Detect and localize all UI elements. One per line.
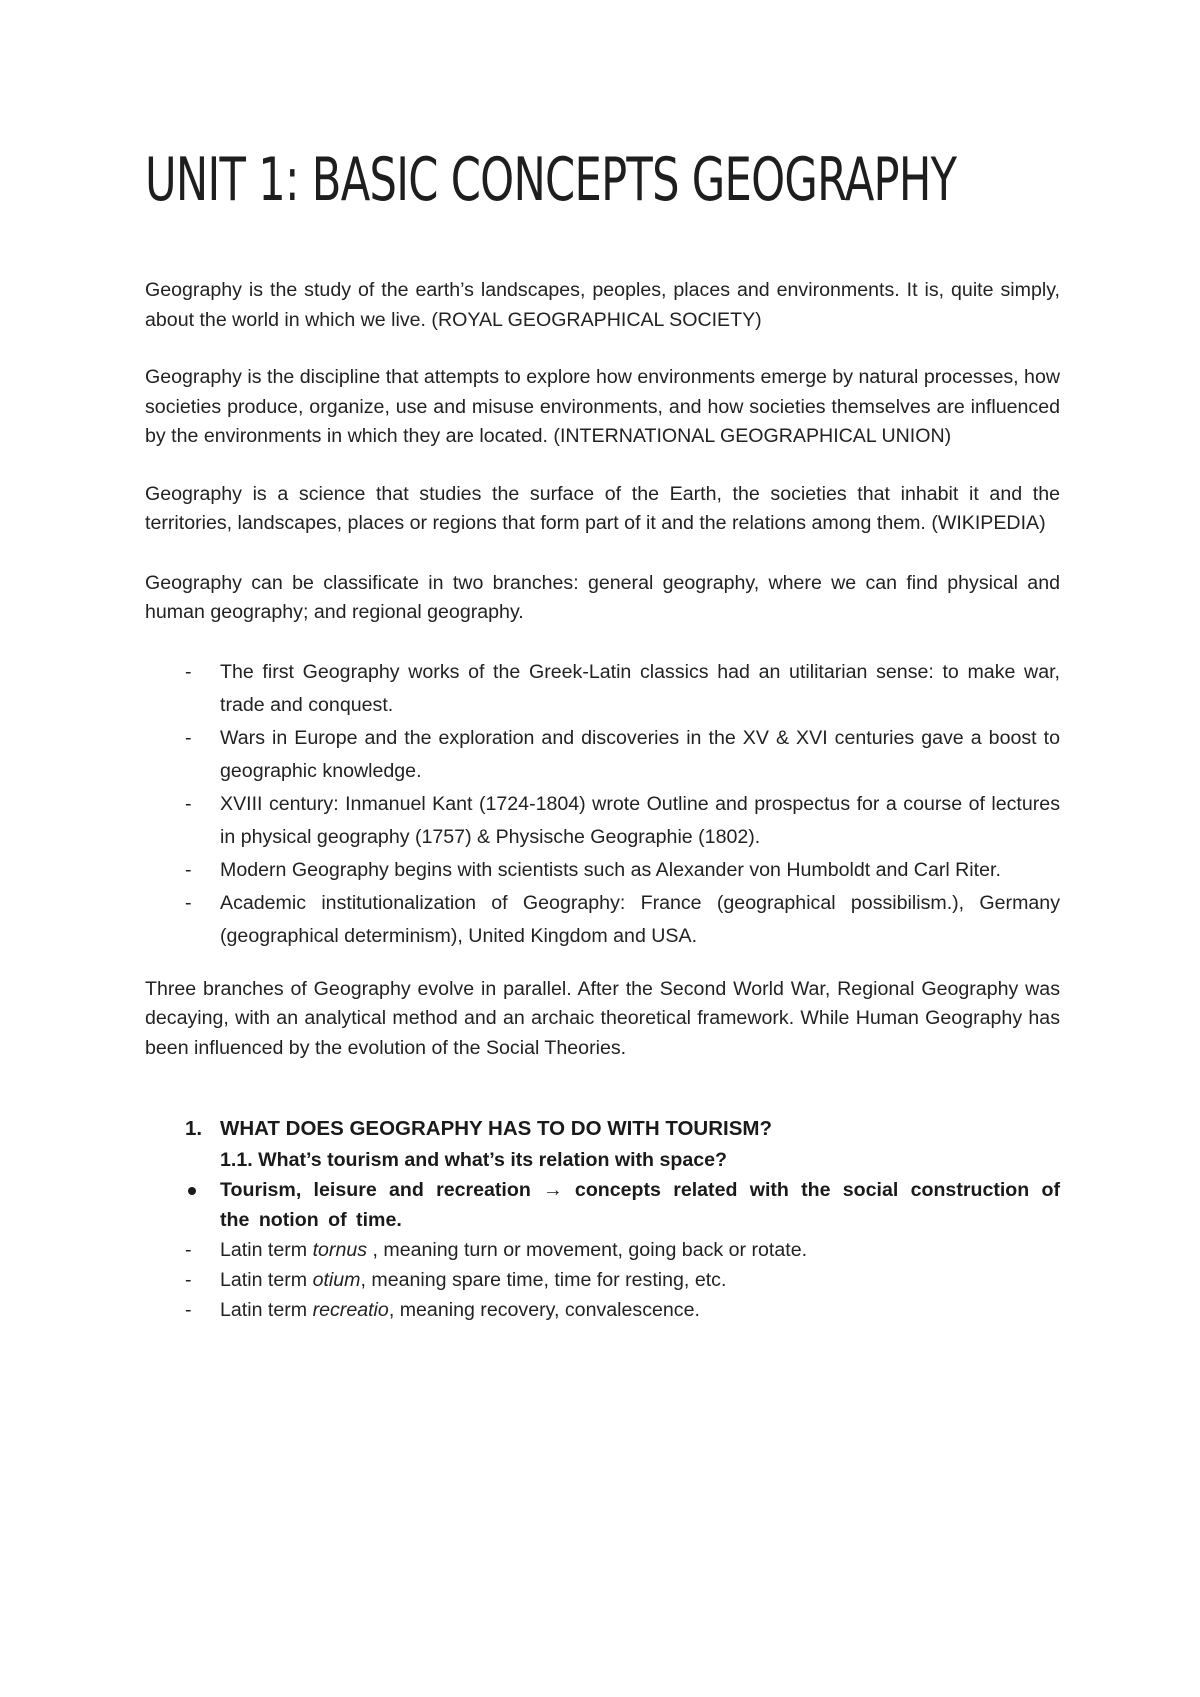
list-item [145, 788, 1060, 854]
list-item-text: Wars in Europe and the exploration and discoveries in the XV & XVI centuries gave a boost to geographic knowledge. [220, 726, 1060, 782]
list-item [145, 1295, 1060, 1325]
dash-marker: - [185, 1269, 192, 1291]
list-item [145, 722, 1060, 788]
latin-term: tornus [312, 1239, 368, 1261]
latin-term: recreatio [312, 1299, 389, 1321]
section-heading [145, 1113, 1060, 1145]
bullet-item-text: Tourism, leisure and recreation → concepts related with the social construction of the notion of time. [220, 1179, 1060, 1231]
page-title: UNIT 1: BASIC CONCEPTS GEOGRAPHY [145, 145, 957, 215]
dash-marker: - [185, 1299, 192, 1321]
document-content [145, 140, 1060, 1325]
latin-prefix: Latin term [220, 1269, 313, 1291]
history-list [145, 656, 1060, 953]
definition-wikipedia: Geography is a science that studies the surface of the Earth, the societies that inhabit it and the territories, landscapes, places or regions that form part of it and the relations among them. (WIKIPEDIA) [145, 482, 1060, 534]
list-item [145, 854, 1060, 887]
dash-marker: - [185, 660, 192, 683]
section-tourism [145, 1113, 1060, 1325]
bullet-item [145, 1175, 1060, 1235]
latin-meaning: , meaning turn or movement, going back or rotate. [367, 1239, 808, 1261]
list-item-text: XVIII century: Inmanuel Kant (1724-1804) wrote Outline and prospectus for a course of lectures in physical geography (1757) & Physische Geographie (1802). [220, 792, 1060, 848]
latin-meaning: , meaning spare time, time for resting, etc. [360, 1269, 727, 1291]
list-item [145, 887, 1060, 953]
section-heading-text: WHAT DOES GEOGRAPHY HAS TO DO WITH TOURISM? [220, 1117, 772, 1140]
classification-paragraph: Geography can be classificate in two branches: general geography, where we can find physical and human geography; and regional geography. [145, 571, 1060, 623]
dash-marker: - [185, 891, 192, 914]
list-item [145, 1265, 1060, 1295]
list-item-text: Academic institutionalization of Geography: France (geographical possibilism.), Germany (geographical determinism), United Kingdom and USA. [220, 891, 1060, 947]
dash-marker: - [185, 726, 192, 749]
bullet-dot-icon [188, 1187, 196, 1195]
latin-term: otium [312, 1269, 361, 1291]
dash-marker: - [185, 858, 192, 881]
list-item-text: The first Geography works of the Greek-Latin classics had an utilitarian sense: to make war, trade and conquest. [220, 660, 1060, 716]
latin-prefix: Latin term [220, 1299, 313, 1321]
list-item-text: Modern Geography begins with scientists such as Alexander von Humboldt and Carl Riter. [220, 858, 1001, 881]
list-item [145, 656, 1060, 722]
latin-meaning: , meaning recovery, convalescence. [388, 1299, 700, 1321]
dash-marker: - [185, 792, 192, 815]
closing-paragraph: Three branches of Geography evolve in parallel. After the Second World War, Regional Geography was decaying, with an analytical method and an archaic theoretical framework. While Human Geography has been influenced by the evolution of the Social Theories. [145, 977, 1060, 1059]
definition-royal-geographical-society: Geography is the study of the earth’s landscapes, peoples, places and environments. It is, quite simply, about the world in which we live. (ROYAL GEOGRAPHICAL SOCIETY) [145, 279, 1060, 331]
latin-terms-list [145, 1235, 1060, 1325]
definition-international-geographical-union: Geography is the discipline that attempts to explore how environments emerge by natural processes, how societies produce, organize, use and misuse environments, and how societies themselves are influenced by the environments in which they are located. (INTERNATIONAL GEOGRAPHICAL UNION) [145, 366, 1060, 447]
section-number: 1. [185, 1117, 203, 1140]
latin-prefix: Latin term [220, 1239, 313, 1261]
dash-marker: - [185, 1239, 192, 1261]
list-item [145, 1235, 1060, 1265]
subsection-heading: 1.1. What’s tourism and what’s its relation with space? [220, 1149, 727, 1171]
